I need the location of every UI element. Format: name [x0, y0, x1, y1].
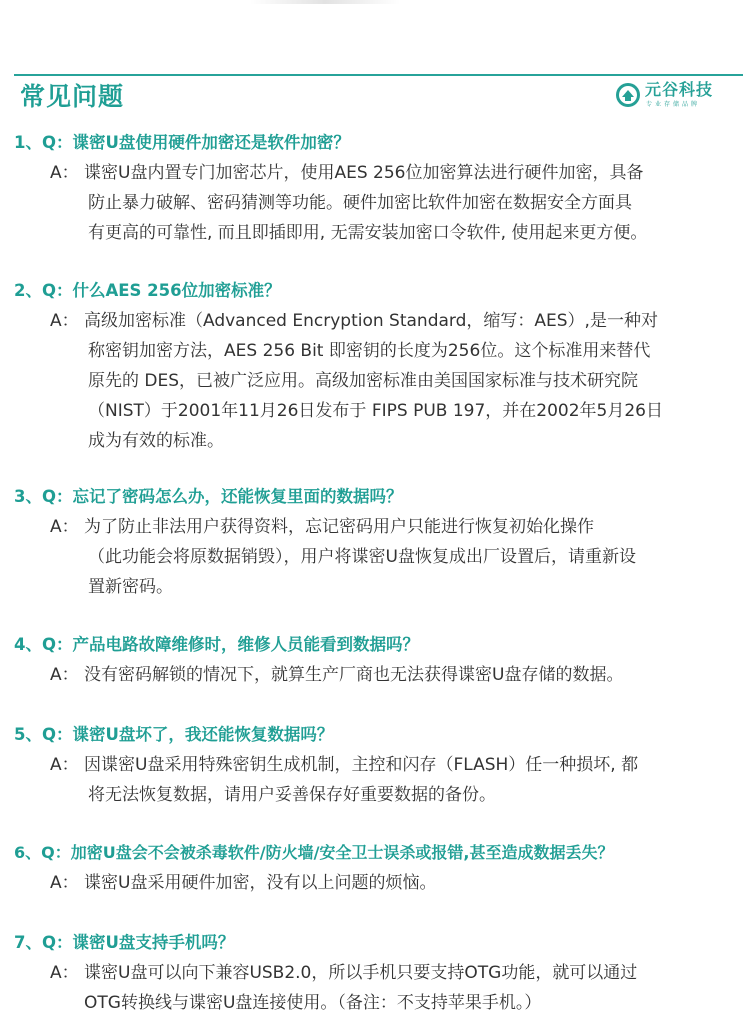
faq-question — [14, 482, 750, 512]
faq-question — [14, 720, 750, 750]
faq-answer-line: 成为有效的标准。 — [88, 431, 224, 451]
faq-question-text: Q：什么AES 256位加密标准？ — [41, 281, 281, 300]
faq-answer-prefix: A： — [50, 163, 79, 183]
faq-number: 3、 — [14, 487, 42, 506]
faq-question-text: Q：产品电路故障维修时，维修人员能看到数据吗？ — [41, 635, 420, 654]
faq-list — [0, 128, 750, 1018]
faq-question — [14, 928, 750, 958]
faq-question — [14, 276, 750, 306]
faq-answer-prefix: A： — [50, 517, 79, 537]
faq-item — [0, 276, 750, 482]
faq-item — [0, 128, 750, 276]
faq-number: 6、 — [14, 843, 42, 862]
faq-number: 2、 — [14, 281, 42, 300]
faq-answer-line: 有更高的可靠性, 而且即插即用, 无需安装加密口令软件, 使用起来更方便。 — [88, 223, 648, 243]
faq-number: 5、 — [14, 725, 42, 744]
top-decorative-fade — [250, 0, 400, 4]
faq-answer-line: 原先的 DES，已被广泛应用。高级加密标准由美国国家标准与技术研究院 — [88, 371, 639, 391]
header-divider — [14, 74, 743, 76]
faq-answer-line: OTG转换线与谍密U盘连接使用。（备注：不支持苹果手机。） — [84, 993, 542, 1013]
faq-number: 4、 — [14, 635, 42, 654]
faq-item — [0, 838, 750, 928]
faq-item — [0, 928, 750, 1018]
faq-answer-line: 因谍密U盘采用特殊密钥生成机制，主控和闪存（FLASH）任一种损坏, 都 — [84, 755, 639, 775]
faq-answer — [0, 868, 750, 898]
faq-question — [14, 838, 750, 868]
faq-item — [0, 482, 750, 630]
faq-answer — [0, 512, 750, 602]
faq-answer-prefix: A： — [50, 311, 79, 331]
faq-answer-line: 将无法恢复数据，请用户妥善保存好重要数据的备份。 — [88, 785, 496, 805]
faq-answer-line: 谍密U盘可以向下兼容USB2.0，所以手机只要支持OTG功能，就可以通过 — [84, 963, 638, 983]
faq-item — [0, 720, 750, 838]
faq-answer — [0, 660, 750, 690]
faq-answer — [0, 750, 750, 810]
faq-answer-prefix: A： — [50, 873, 79, 893]
page-header — [0, 74, 750, 124]
faq-answer-line: 置新密码。 — [88, 577, 173, 597]
logo-mark-icon — [615, 82, 641, 108]
faq-answer-line: 没有密码解锁的情况下，就算生产厂商也无法获得谍密U盘存储的数据。 — [84, 665, 624, 685]
faq-answer-line: 谍密U盘采用硬件加密，没有以上问题的烦恼。 — [84, 873, 437, 893]
page-title: 常见问题 — [20, 82, 125, 111]
faq-question — [14, 630, 750, 660]
logo-tagline: 专业存储品牌 — [646, 101, 701, 108]
faq-answer-prefix: A： — [50, 755, 79, 775]
faq-answer-line: 为了防止非法用户获得资料，忘记密码用户只能进行恢复初始化操作 — [84, 517, 594, 537]
faq-question-text: Q：忘记了密码怎么办，还能恢复里面的数据吗？ — [41, 487, 403, 506]
faq-answer — [0, 306, 750, 456]
faq-answer-line: 谍密U盘内置专门加密芯片，使用AES 256位加密算法进行硬件加密，具备 — [84, 163, 644, 183]
logo-name: 元谷科技 — [645, 80, 714, 99]
faq-answer — [0, 958, 750, 1018]
faq-question-text: Q：谍密U盘坏了，我还能恢复数据吗？ — [41, 725, 334, 744]
faq-question — [14, 128, 750, 158]
faq-answer-line: （NIST）于2001年11月26日发布于 FIPS PUB 197，并在2002年5月26日 — [88, 401, 663, 421]
faq-answer-prefix: A： — [50, 963, 79, 983]
faq-question-text: Q：谍密U盘使用硬件加密还是软件加密？ — [41, 133, 350, 152]
faq-question-text: Q：加密U盘会不会被杀毒软件/防火墙/安全卫士误杀或报错,甚至造成数据丢失？ — [41, 843, 614, 862]
faq-number: 7、 — [14, 933, 42, 952]
faq-item — [0, 630, 750, 720]
faq-answer-line: （此功能会将原数据销毁），用户将谍密U盘恢复成出厂设置后，请重新设 — [88, 547, 636, 567]
faq-answer-prefix: A： — [50, 665, 79, 685]
brand-logo — [615, 78, 745, 112]
faq-answer — [0, 158, 750, 248]
faq-question-text: Q：谍密U盘支持手机吗？ — [41, 933, 235, 952]
faq-answer-line: 防止暴力破解、密码猜测等功能。硬件加密比软件加密在数据安全方面具 — [88, 193, 632, 213]
faq-number: 1、 — [14, 133, 42, 152]
faq-answer-line: 称密钥加密方法，AES 256 Bit 即密钥的长度为256位。这个标准用来替代 — [88, 341, 651, 361]
faq-answer-line: 高级加密标准（Advanced Encryption Standard，缩写：AES）,是一种对 — [84, 311, 658, 331]
